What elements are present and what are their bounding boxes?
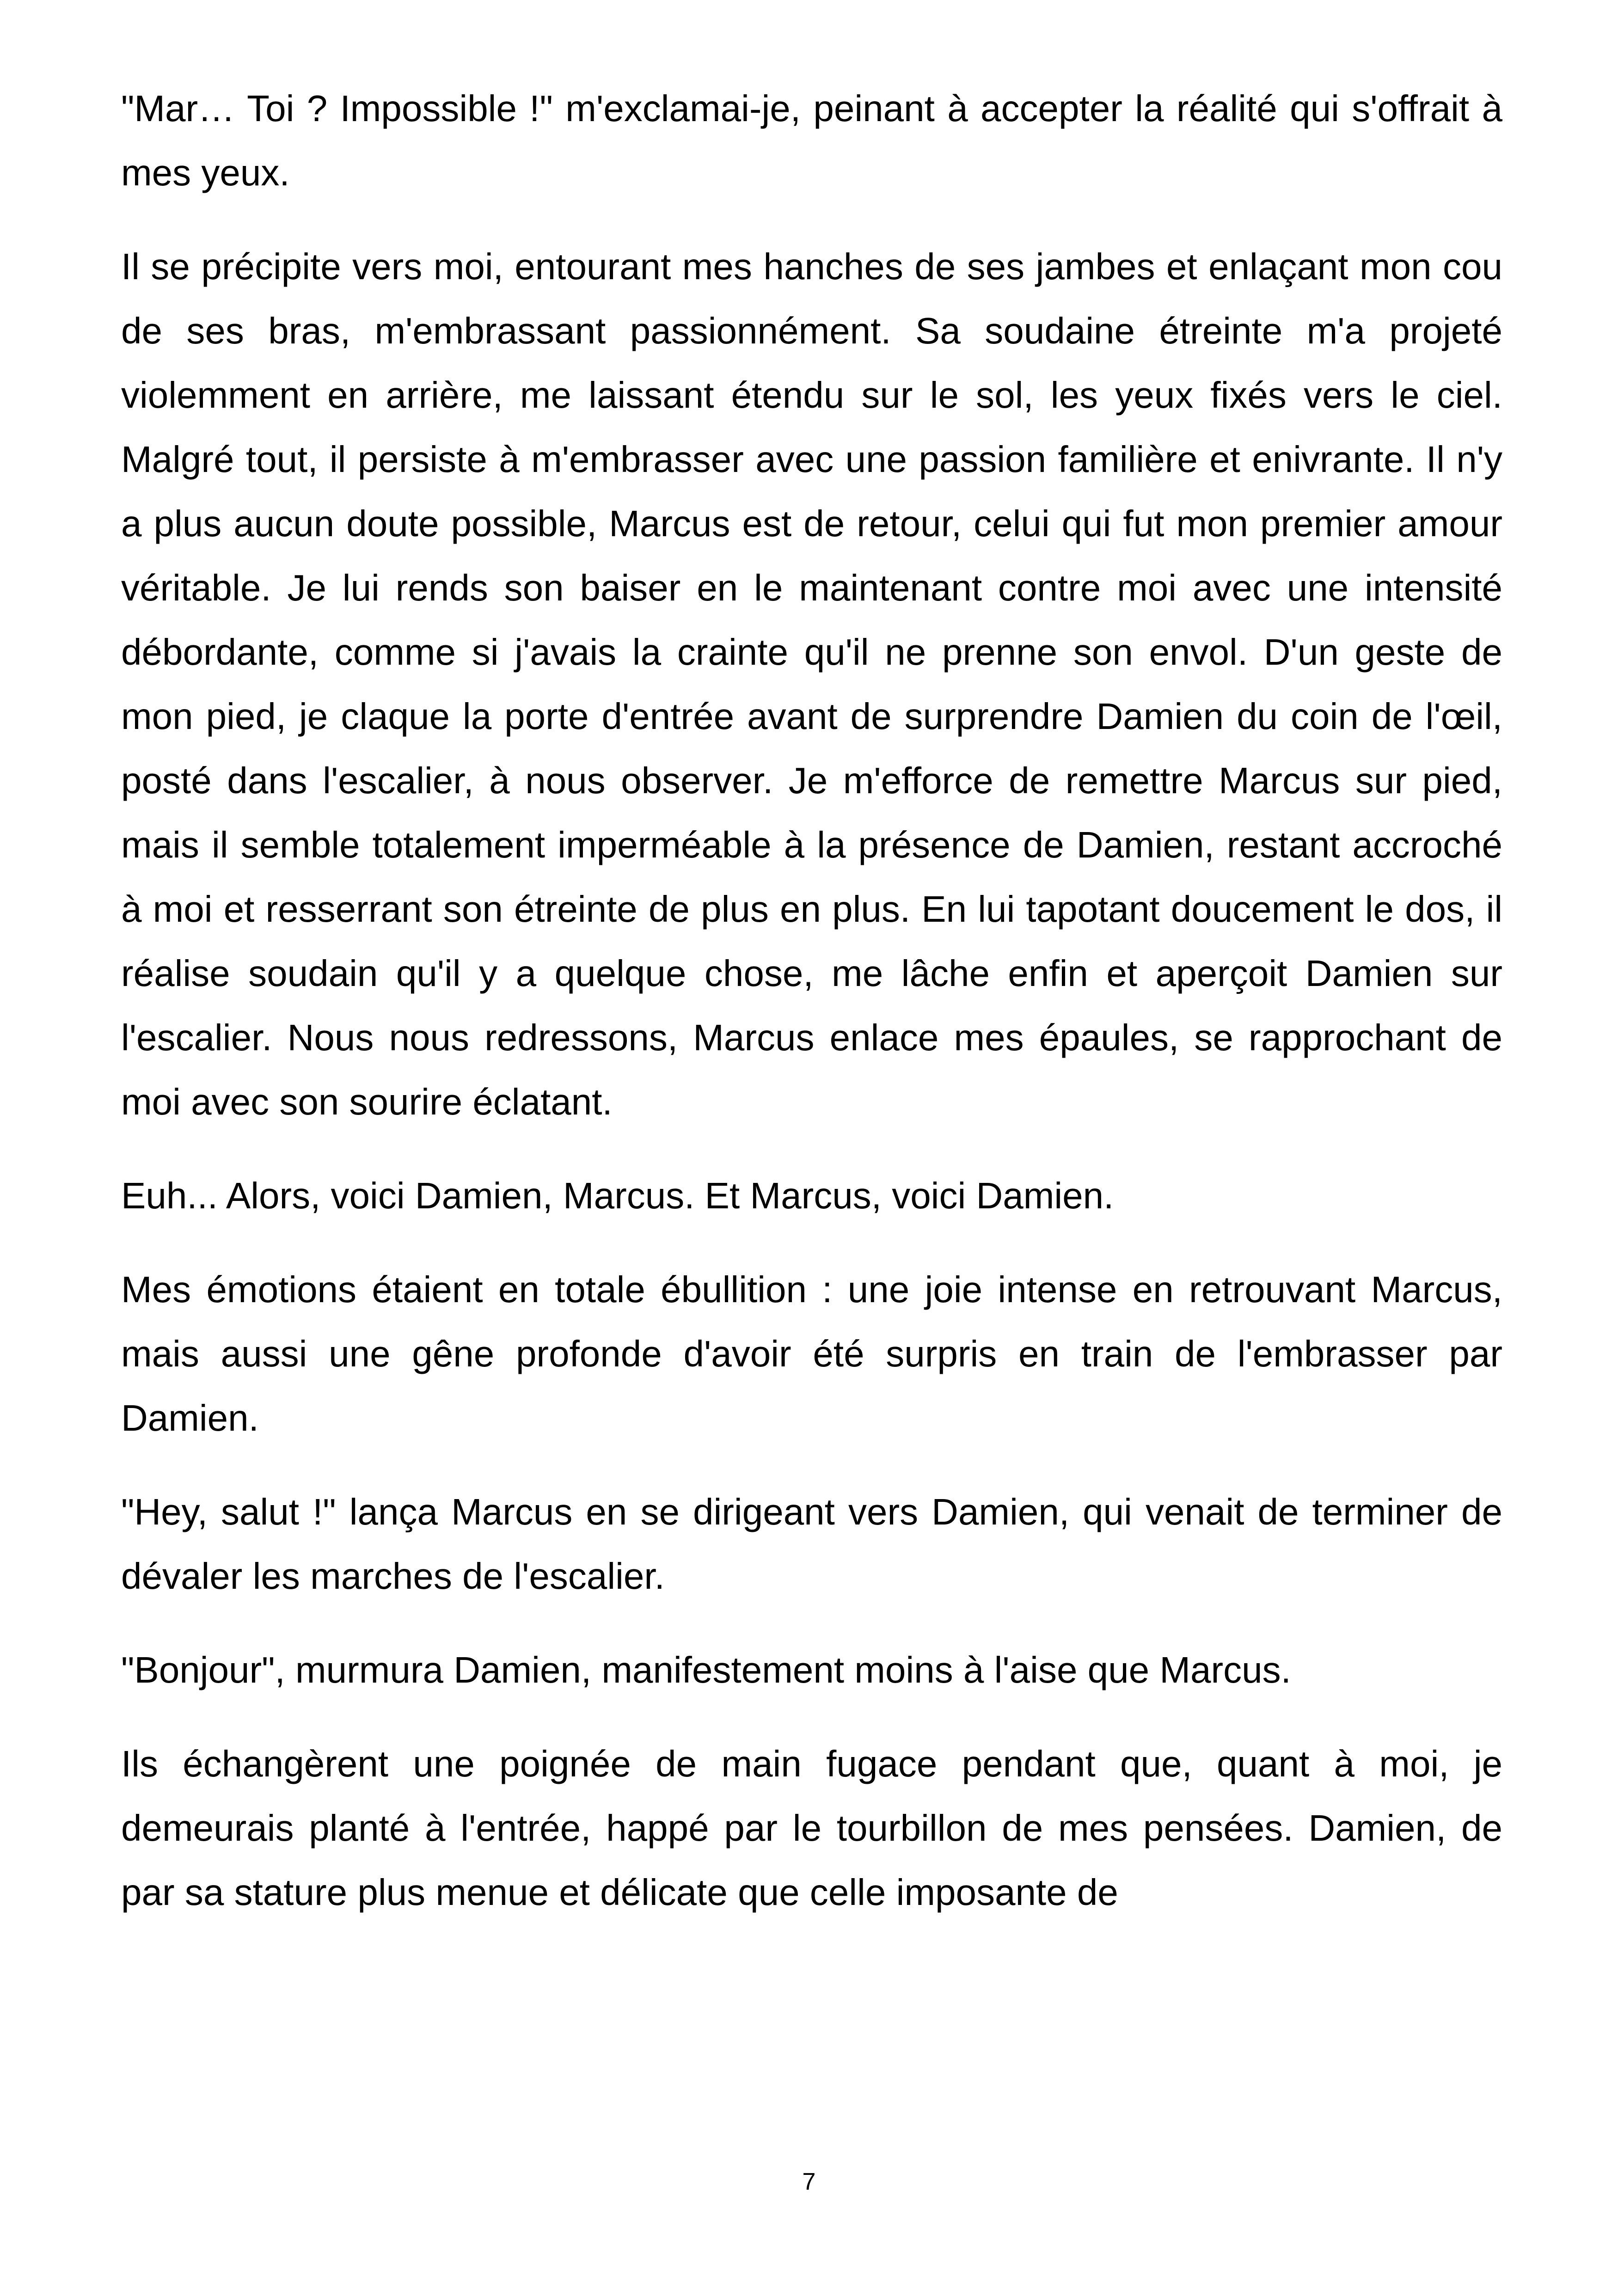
page-number: 7 [802,2168,816,2195]
paragraph: Ils échangèrent une poignée de main fugace pendant que, quant à moi, je demeurais planté à l'entrée, happé par le tourbillon de mes pensées. Damien, de par sa stature plus menue et délicate que celle imposante de [121,1743,1502,1913]
paragraph: Il se précipite vers moi, entourant mes hanches de ses jambes et enlaçant mon cou de ses bras, m'embrassant passionnément. Sa soudaine étreinte m'a projeté violemment en arrière, me laissant étendu sur le sol, les yeux fixés vers le ciel. Malgré tout, il persiste à m'embrasser avec une passion familière et enivrante. Il n'y a plus aucun doute possible, Marcus est de retour, celui qui fut mon premier amour véritable. Je lui rends son baiser en le maintenant contre moi avec une intensité débordante, comme si j'avais la crainte qu'il ne prenne son envol. D'un geste de mon pied, je claque la porte d'entrée avant de surprendre Damien du coin de l'œil, posté dans l'escalier, à nous observer. Je m'efforce de remettre Marcus sur pied, mais il semble totalement imperméable à la présence de Damien, restant accroché à moi et resserrant son étreinte de plus en plus. En lui tapotant doucement le dos, il réalise soudain qu'il y a quelque chose, me lâche enfin et aperçoit Damien sur l'escalier. Nous nous redressons, Marcus enlace mes épaules, se rapprochant de moi avec son sourire éclatant. [121,246,1502,1122]
paragraph: "Mar… Toi ? Impossible !" m'exclamai-je, peinant à accepter la réalité qui s'offrait à mes yeux. [121,88,1502,193]
paragraph: Euh... Alors, voici Damien, Marcus. Et Marcus, voici Damien. [121,1175,1114,1216]
paragraph: Mes émotions étaient en totale ébullition : une joie intense en retrouvant Marcus, mais aussi une gêne profonde d'avoir été surpris en train de l'embrasser par Damien. [121,1269,1502,1439]
paragraph: "Bonjour", murmura Damien, manifestement moins à l'aise que Marcus. [121,1649,1291,1690]
paragraph: "Hey, salut !" lança Marcus en se dirigeant vers Damien, qui venait de terminer de dévaler les marches de l'escalier. [121,1491,1502,1597]
text-body [121,76,1502,1924]
